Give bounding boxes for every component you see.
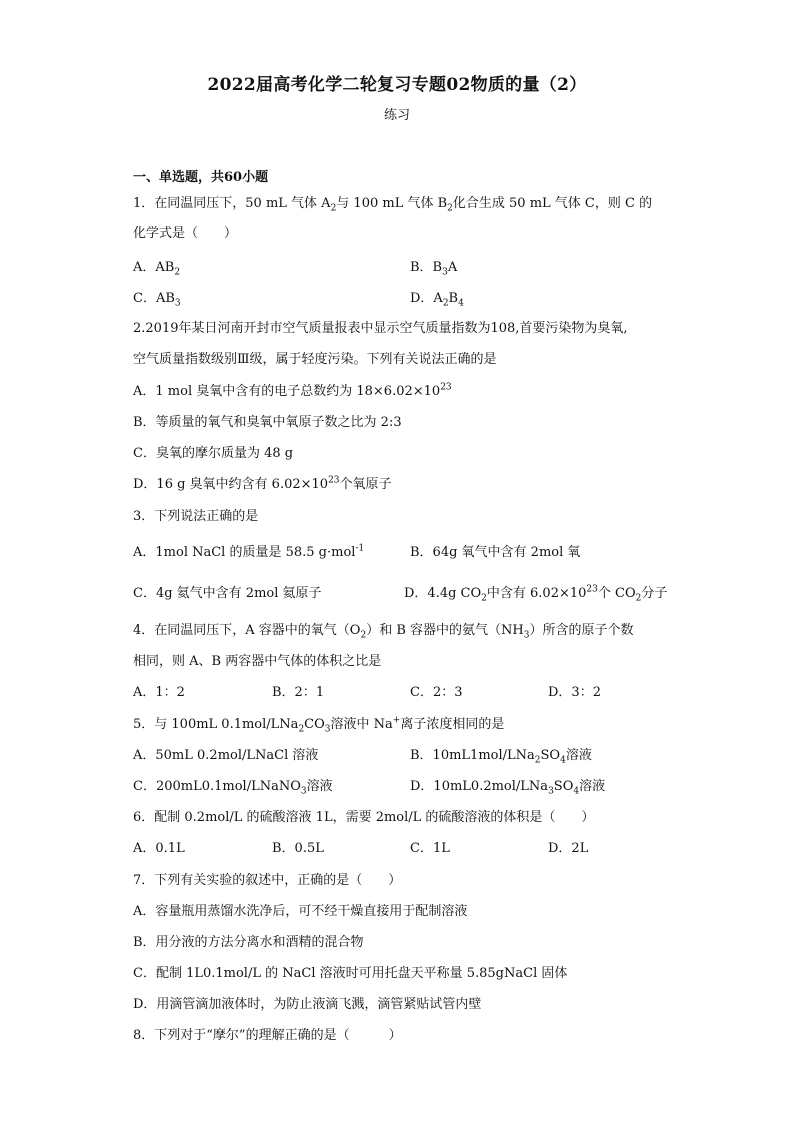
question-6-option-a: A．0.1L — [133, 841, 185, 856]
question-1-option-c: C．$AB_3$ — [133, 291, 181, 309]
document-title: 2022届高考化学二轮复习专题02物质的量（2） — [207, 75, 587, 95]
question-5-option-b: B．$10mL1mol/LNa_2SO_4$溶液 — [410, 748, 592, 766]
question-3-option-d: D．4.4g $CO_2$中含有 $6.02\times 10^{23}$个 $CO_2$分子 — [404, 584, 668, 604]
question-2-stem-line2: 空气质量指数级别Ⅲ级，属于轻度污染。下列有关说法正确的是 — [133, 352, 497, 367]
question-4-option-c: C．2：3 — [410, 685, 463, 700]
question-4-option-a: A．1：2 — [133, 685, 185, 700]
question-2-option-d: D．16 g 臭氧中约含有 $6.02\times 10^{23}$个氧原子 — [133, 475, 392, 492]
question-1-stem-line2: 化学式是（ ） — [133, 226, 238, 241]
question-6-stem: 6．配制 0.2mol/L 的硫酸溶液 1L，需要 2mol/L 的硫酸溶液的体积是（ ） — [133, 810, 595, 825]
question-4-stem-line2: 相同，则 A、B 两容器中气体的体积之比是 — [133, 654, 382, 669]
question-3-option-b: B．64g 氧气中含有 2mol 氧 — [410, 545, 581, 560]
question-3-option-c: C．4g 氦气中含有 2mol 氦原子 — [133, 586, 322, 601]
question-1-option-b: B．$B_3A$ — [410, 260, 458, 278]
question-3-stem: 3．下列说法正确的是 — [133, 509, 259, 524]
question-3-option-a: A．1mol NaCl 的质量是 58.5 g·mol$^{-1}$ — [133, 543, 365, 560]
question-7-option-c: C．配制 1L0.1mol/L 的 NaCl 溶液时可用托盘天平称量 5.85gNaCl 固体 — [133, 966, 568, 981]
question-7-option-a: A．容量瓶用蒸馏水洗净后，可不经干燥直接用于配制溶液 — [133, 904, 468, 919]
question-7-stem: 7．下列有关实验的叙述中，正确的是（ ） — [133, 873, 402, 888]
question-6-option-d: D．2L — [548, 841, 589, 856]
question-6-option-c: C．1L — [410, 841, 450, 856]
question-7-option-d: D．用滴管滴加液体时，为防止液滴飞溅，滴管紧贴试管内壁 — [133, 997, 482, 1012]
question-4-option-d: D．3：2 — [548, 685, 601, 700]
question-2-stem: 2.2019年某日河南开封市空气质量报表中显示空气质量指数为108,首要污染物为臭氧, — [133, 321, 628, 336]
question-4-option-b: B．2：1 — [272, 685, 325, 700]
question-5-option-a: A．50mL 0.2mol/LNaCl 溶液 — [133, 748, 319, 763]
question-1-option-d: D．$A_2B_4$ — [410, 291, 464, 309]
question-2-option-b: B．等质量的氧气和臭氧中氧原子数之比为 2:3 — [133, 415, 402, 430]
question-1-stem: 1．在同温同压下，50 mL 气体 $A_2$与 100 mL 气体 $B_2$化合生成 50 mL 气体 C，则 C 的 — [133, 196, 653, 214]
question-5-option-d: D．$10mL0.2mol/LNa_3SO_4$溶液 — [410, 779, 606, 797]
question-2-option-c: C．臭氧的摩尔质量为 48 g — [133, 446, 294, 461]
question-5-option-c: C．200mL0.1mol/LNaNO$_3$溶液 — [133, 779, 333, 797]
question-8-stem: 8．下列对于“摩尔”的理解正确的是（ ） — [133, 1028, 402, 1043]
section-heading: 一、单选题，共60小题 — [133, 170, 269, 185]
question-6-option-b: B．0.5L — [272, 841, 324, 856]
document-subtitle: 练习 — [383, 108, 410, 123]
question-1-option-a: A．$AB_2$ — [133, 260, 181, 278]
question-7-option-b: B．用分液的方法分离水和酒精的混合物 — [133, 935, 364, 950]
question-2-option-a: A．1 mol 臭氧中含有的电子总数约为 $18\times 6.02\times 10^{23}$ — [133, 382, 452, 399]
question-5-stem: 5．与 100mL $0.1mol/LNa_2CO_3$溶液中 Na+离子浓度相同的是 — [133, 715, 505, 735]
question-4-stem: 4．在同温同压下，A 容器中的氧气$(O_2)$和 B 容器中的氨气$(NH_3)$所含的原子个数 — [133, 623, 634, 641]
